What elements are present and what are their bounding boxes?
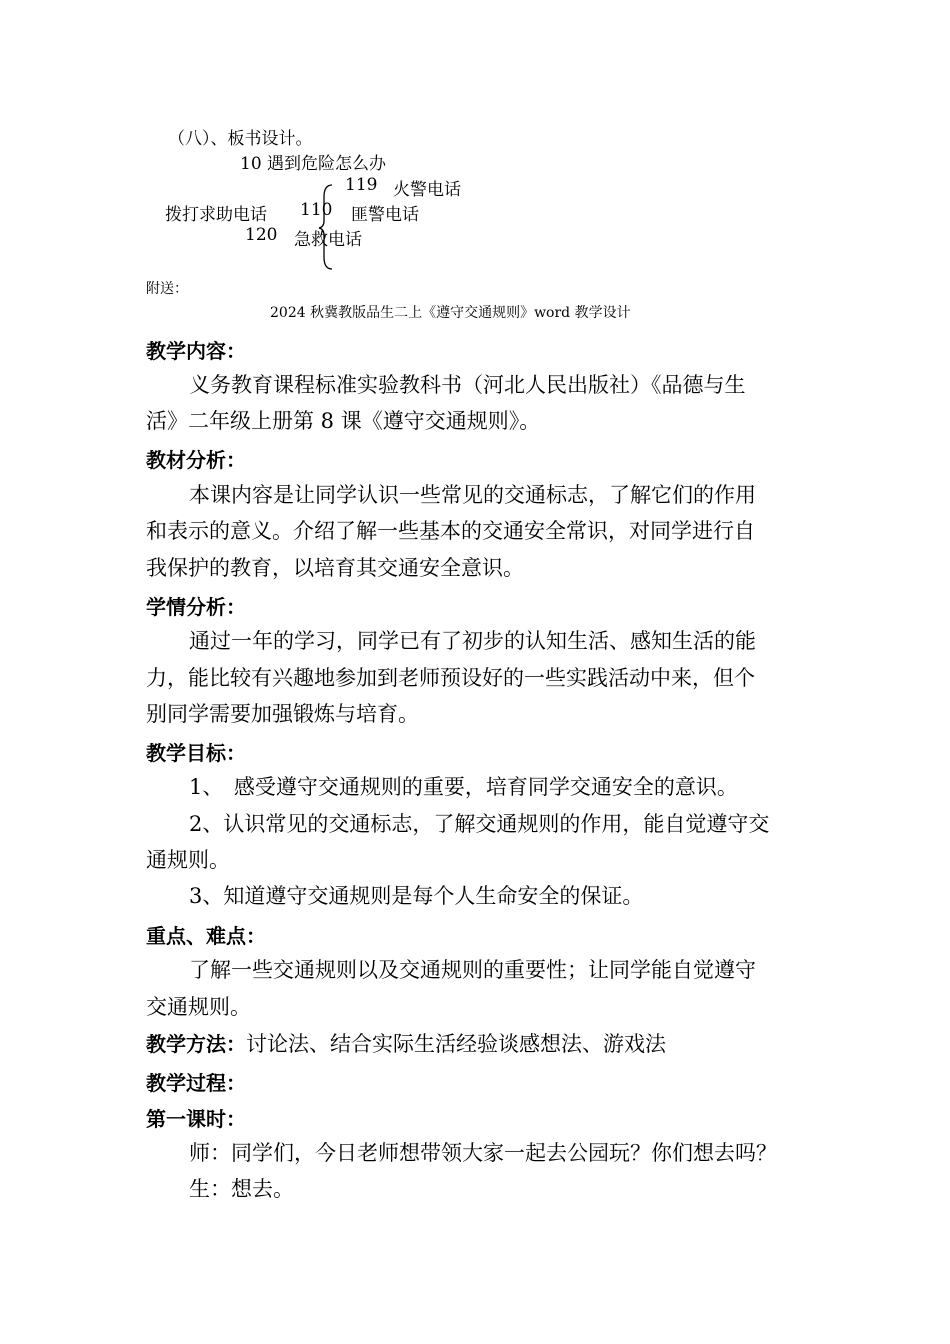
content-heading: 教学内容： bbox=[146, 339, 246, 363]
document-title: 2024 秋冀教版品生二上《遵守交通规则》word 教学设计 bbox=[270, 305, 631, 321]
material-line-1: 本课内容是让同学认识一些常见的交通标志，了解它们的作用 bbox=[189, 483, 756, 507]
board-heading: （八）、板书设计。 bbox=[168, 129, 313, 149]
key-heading: 重点、难点： bbox=[146, 924, 266, 948]
goal-1: 1、 感受遵守交通规则的重要，培育同学交通安全的意识。 bbox=[189, 775, 738, 799]
board-left-label: 拨打求助电话 bbox=[165, 205, 267, 225]
brace-shape bbox=[318, 183, 336, 271]
goal-3: 3、知道遵守交通规则是每个人生命安全的保证。 bbox=[189, 884, 644, 908]
material-line-2: 和表示的意义。介绍了解一些基本的交通安全常识，对同学进行自 bbox=[146, 519, 755, 543]
board-row-110-text: 匪警电话 bbox=[351, 205, 419, 225]
key-line-2: 交通规则。 bbox=[146, 995, 251, 1019]
students-line-1: 通过一年的学习，同学已有了初步的认知生活、感知生活的能 bbox=[189, 629, 756, 653]
board-title: 10 遇到危险怎么办 bbox=[240, 154, 387, 174]
student-line: 生：想去。 bbox=[189, 1177, 294, 1201]
board-row-110-num: 110 bbox=[300, 200, 333, 220]
students-line-2: 力，能比较有兴趣地参加到老师预设好的一些实践活动中来，但个 bbox=[146, 666, 755, 690]
board-row-119-text: 火警电话 bbox=[393, 180, 461, 200]
teacher-line: 师：同学们，今日老师想带领大家一起去公园玩？你们想去吗？ bbox=[189, 1141, 777, 1165]
board-row-120-num: 120 bbox=[245, 225, 278, 245]
goal-2-line-2: 通规则。 bbox=[146, 848, 230, 872]
students-line-3: 别同学需要加强锻炼与培育。 bbox=[146, 702, 419, 726]
content-line-1: 义务教育课程标准实验教科书（河北人民出版社）《品德与生 bbox=[189, 373, 746, 397]
process-heading: 教学过程： bbox=[146, 1071, 246, 1095]
material-line-3: 我保护的教育，以培育其交通安全意识。 bbox=[146, 556, 524, 580]
material-heading: 教材分析： bbox=[146, 448, 246, 472]
board-row-119-num: 119 bbox=[345, 175, 378, 195]
goal-2-line-1: 2、认识常见的交通标志，了解交通规则的作用，能自觉遵守交 bbox=[189, 812, 770, 836]
goals-heading: 教学目标： bbox=[146, 741, 246, 765]
method-heading: 教学方法： bbox=[146, 1032, 246, 1056]
students-heading: 学情分析： bbox=[146, 595, 246, 619]
board-row-120-text: 急救电话 bbox=[294, 230, 362, 250]
content-line-2: 活》二年级上册第 8 课《遵守交通规则》。 bbox=[146, 409, 541, 433]
method-text: 讨论法、结合实际生活经验谈感想法、游戏法 bbox=[246, 1032, 666, 1056]
appendix-label: 附送： bbox=[146, 281, 188, 297]
method-line bbox=[146, 1028, 666, 1058]
lesson1-heading: 第一课时： bbox=[146, 1107, 246, 1131]
key-line-1: 了解一些交通规则以及交通规则的重要性；让同学能自觉遵守 bbox=[189, 958, 756, 982]
